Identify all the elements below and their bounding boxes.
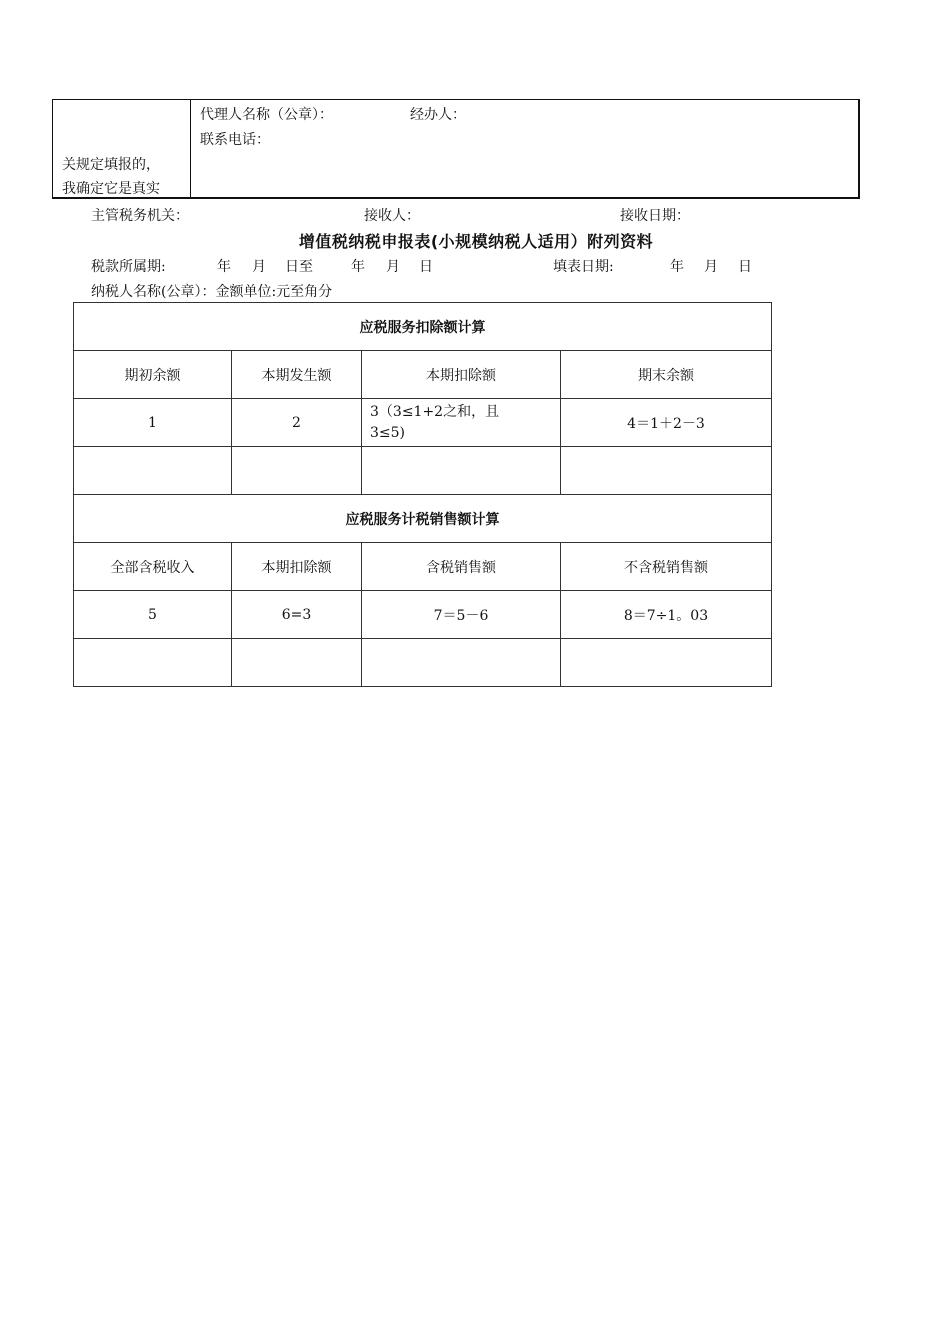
fill-date-day: 日: [738, 259, 752, 275]
section2-title-row: [74, 495, 772, 543]
code-5: 5: [74, 591, 232, 639]
section2-header-row: [74, 543, 772, 591]
section1-code-row: [74, 399, 772, 447]
header-total-income: 全部含税收入: [74, 543, 232, 591]
code-3-line1: 3（3≤1+2之和，且: [370, 403, 500, 420]
header-opening-balance: 期初余额: [74, 351, 232, 399]
code-7: 7＝5－6: [362, 591, 561, 639]
code-3: [362, 399, 561, 447]
code-3-line2: 3≤5): [370, 424, 406, 441]
declaration-statement-line1: 关规定填报的，: [62, 157, 160, 173]
header-tax-exclusive-sales: 不含税销售额: [561, 543, 772, 591]
attachment-table: [73, 302, 772, 687]
declaration-statement-cell: [53, 100, 191, 197]
code-8: 8＝7÷1。03: [561, 591, 772, 639]
input-tax-inclusive-sales[interactable]: [362, 639, 561, 687]
period-from-day: 日至: [285, 259, 313, 275]
taxpayer-name-label: 纳税人名称(公章）：金额单位:元至角分: [91, 284, 333, 300]
section2-code-row: [74, 591, 772, 639]
input-current-amount[interactable]: [232, 447, 362, 495]
section1-title: 应税服务扣除额计算: [74, 303, 772, 351]
period-to-day: 日: [419, 259, 433, 275]
page-title: [0, 229, 950, 252]
receiver-label: 接收人：: [364, 208, 420, 224]
fill-date-label: 填表日期:: [553, 259, 614, 275]
input-total-income[interactable]: [74, 639, 232, 687]
input-current-deduction[interactable]: [362, 447, 561, 495]
section1-header-row: [74, 351, 772, 399]
code-1: 1: [74, 399, 232, 447]
code-6: 6=3: [232, 591, 362, 639]
header-tax-inclusive-sales: 含税销售额: [362, 543, 561, 591]
declaration-box: [52, 99, 860, 199]
fill-date-year: 年: [670, 259, 684, 275]
period-from-month: 月: [252, 259, 266, 275]
receipt-date-label: 接收日期：: [620, 208, 690, 224]
code-4: 4＝1＋2－3: [561, 399, 772, 447]
section2-data-row: [74, 639, 772, 687]
fill-date-month: 月: [704, 259, 718, 275]
handler-label: 经办人：: [410, 107, 466, 123]
code-2: 2: [232, 399, 362, 447]
page-title-text: 增值税纳税申报表(小规模纳税人适用）附列资料: [298, 232, 654, 251]
header-current-amount: 本期发生额: [232, 351, 362, 399]
header-closing-balance: 期末余额: [561, 351, 772, 399]
input-closing-balance[interactable]: [561, 447, 772, 495]
input-deduction[interactable]: [232, 639, 362, 687]
section1-data-row: [74, 447, 772, 495]
declaration-statement-line2: 我确定它是真实: [62, 181, 160, 197]
section1-title-row: [74, 303, 772, 351]
phone-label: 联系电话：: [200, 132, 270, 148]
section2-title: 应税服务计税销售额计算: [74, 495, 772, 543]
input-opening-balance[interactable]: [74, 447, 232, 495]
period-to-month: 月: [386, 259, 400, 275]
input-tax-exclusive-sales[interactable]: [561, 639, 772, 687]
agent-name-label: 代理人名称（公章）：: [200, 107, 333, 123]
header-current-deduction: 本期扣除额: [362, 351, 561, 399]
tax-authority-label: 主管税务机关：: [91, 208, 189, 224]
period-to-year: 年: [351, 259, 365, 275]
tax-period-label: 税款所属期:: [91, 259, 166, 275]
period-from-year: 年: [217, 259, 231, 275]
header-deduction: 本期扣除额: [232, 543, 362, 591]
